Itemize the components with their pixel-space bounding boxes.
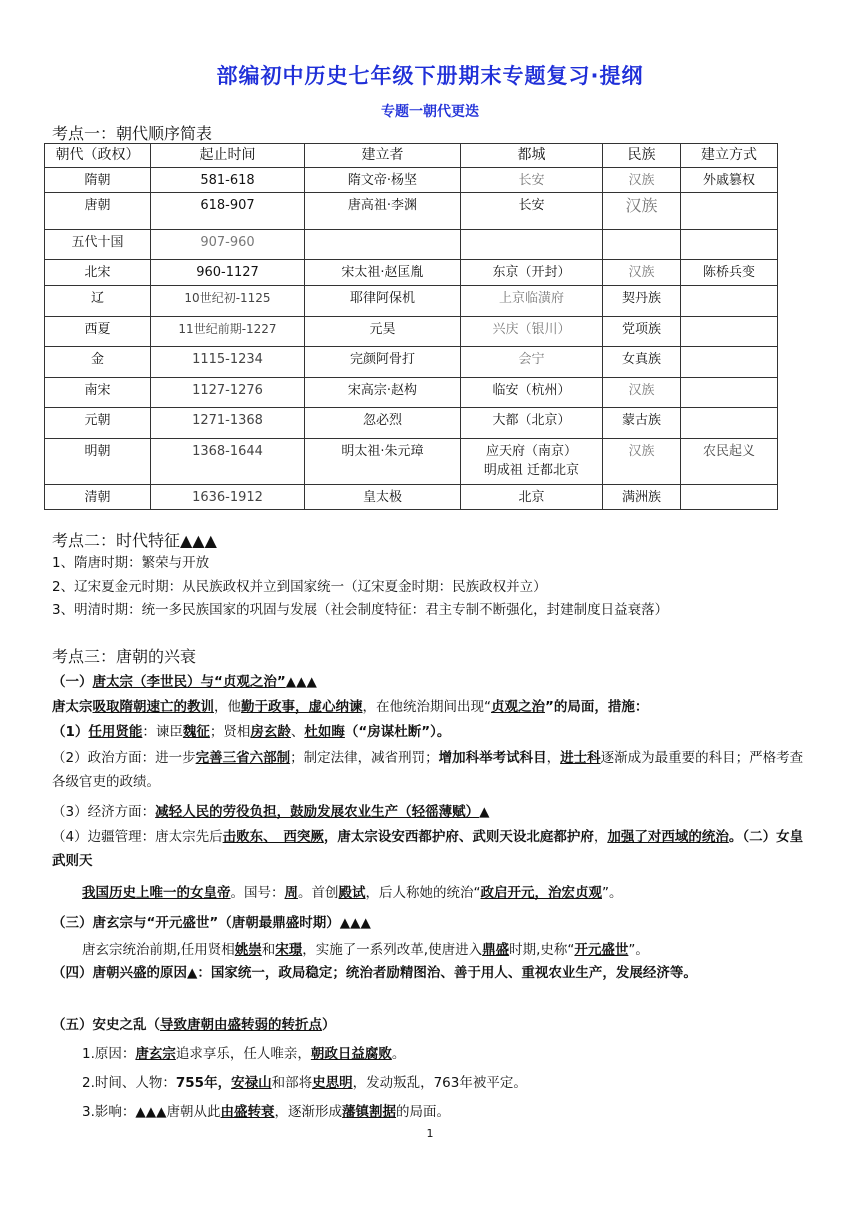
table-cell: 唐高祖·李渊: [305, 193, 461, 230]
table-header: 都城: [461, 144, 603, 168]
text: （2）政治方面：进一步: [52, 750, 196, 766]
table-cell: 1115-1234: [151, 347, 305, 378]
table-cell: 长安: [461, 168, 603, 193]
text: ；制定法律，减省刑罚；: [290, 750, 439, 766]
table-header: 起止时间: [151, 144, 305, 168]
text: 安禄山: [231, 1075, 272, 1091]
text: ”。: [602, 885, 623, 901]
text: 国家统一，政局稳定；统治者励精图治、善于用人、重视农业生产，发展经济等。: [210, 965, 697, 981]
table-row: [45, 408, 778, 439]
table-cell: 宋太祖·赵匡胤: [305, 260, 461, 286]
text: ，后人称她的统治“: [365, 885, 481, 901]
table-cell: 东京（开封）: [461, 260, 603, 286]
table-cell: 农民起义: [681, 439, 778, 485]
table-cell: [461, 439, 603, 485]
table-cell: 蒙古族: [603, 408, 681, 439]
table-cell: 忽必烈: [305, 408, 461, 439]
text: 朝政日益腐败: [310, 1046, 392, 1062]
text: 追求享乐，任人唯亲，: [175, 1046, 311, 1062]
text: 逐渐成为最重要的科目；严格考查各级官吏的政绩。: [52, 750, 804, 790]
table-row: [45, 485, 778, 510]
text: 周: [284, 885, 298, 901]
ming-capital-1: 应天府（南京）: [485, 444, 577, 459]
table-cell: 汉族: [603, 193, 681, 230]
table-row: [45, 317, 778, 347]
text: ，发动叛乱，763年被平定。: [352, 1075, 527, 1091]
paragraph-xuanzong: [82, 940, 649, 960]
measure-2: [52, 746, 810, 794]
section-heading-3: 考点三：唐朝的兴衰: [52, 647, 197, 666]
table-cell: 明太祖·朱元璋: [305, 439, 461, 485]
table-header: 建立者: [305, 144, 461, 168]
table-cell: 党项族: [603, 317, 681, 347]
table-cell: 隋文帝·杨坚: [305, 168, 461, 193]
table-cell: 辽: [45, 286, 151, 317]
table-cell: 金: [45, 347, 151, 378]
table-cell: 汉族: [603, 260, 681, 286]
text: 唐太宗: [52, 699, 93, 715]
table-cell: 11世纪前期-1227: [151, 317, 305, 347]
text: 宋璟: [275, 942, 303, 958]
table-row: [45, 260, 778, 286]
table-cell: 女真族: [603, 347, 681, 378]
table-cell: 汉族: [603, 439, 681, 485]
text: 吸取隋朝速亡的教训: [92, 699, 214, 715]
text: 任用贤能: [88, 724, 143, 740]
text: 藩镇割据: [342, 1104, 397, 1120]
page-title: 部编初中历史七年级下册期末专题复习·提纲: [216, 64, 644, 88]
list-item: 1、隋唐时期：繁荣与开放: [52, 555, 210, 571]
table-cell: [681, 347, 778, 378]
text: 的局面。: [396, 1104, 451, 1120]
table-cell: 陈桥兵变: [681, 260, 778, 286]
table-cell: 契丹族: [603, 286, 681, 317]
table-cell: 南宋: [45, 378, 151, 408]
list-item: 2、辽宋夏金元时期：从民族政权并立到国家统一（辽宋夏金时期：民族政权并立）: [52, 579, 547, 595]
text: 勤于政事，虚心纳谏: [241, 699, 363, 715]
table-cell: [603, 230, 681, 260]
text: 唐朝从此: [166, 1104, 221, 1120]
table-cell: 581-618: [151, 168, 305, 193]
table-cell: [305, 230, 461, 260]
measure-3: [52, 802, 489, 822]
table-row: [45, 193, 778, 230]
table-cell: [461, 230, 603, 260]
text: 增加科举考试科目: [438, 750, 547, 766]
text: 姚崇: [234, 942, 262, 958]
text: （五）安史之乱（: [52, 1017, 160, 1033]
table-row: [45, 168, 778, 193]
text: （“房谋杜断”）。: [344, 724, 451, 740]
text: 击败东、 西突厥: [222, 829, 324, 845]
table-row: [45, 230, 778, 260]
table-cell: 宋高宗·赵构: [305, 378, 461, 408]
text: 唐玄宗: [135, 1046, 176, 1062]
table-cell: [681, 378, 778, 408]
table-cell: 960-1127: [151, 260, 305, 286]
importance-mark: ▲: [479, 804, 490, 820]
text: ，在他统治期间出现“: [362, 699, 491, 715]
table-cell: 西夏: [45, 317, 151, 347]
impact-line: [82, 1102, 450, 1122]
text: （3）经济方面：: [52, 804, 156, 820]
text: 导致唐朝由盛转弱的转折点: [160, 1017, 322, 1033]
table-cell: 北京: [461, 485, 603, 510]
text: 。: [391, 1046, 406, 1062]
measure-1: [52, 722, 450, 742]
importance-mark: ▲▲▲: [285, 674, 317, 690]
table-cell: 明朝: [45, 439, 151, 485]
measure-4: [52, 825, 810, 873]
table-cell: 耶律阿保机: [305, 286, 461, 317]
subsection-1: [52, 672, 317, 692]
text: （四）唐朝兴盛的原因▲：: [52, 965, 211, 981]
importance-mark: ▲▲▲: [135, 1104, 167, 1120]
table-cell: 907-960: [151, 230, 305, 260]
text: ，唐太宗设安西都护府、武则天设北庭都护府: [323, 829, 594, 845]
table-header: 朝代（政权）: [45, 144, 151, 168]
text: ）: [322, 1017, 336, 1033]
table-cell: 皇太极: [305, 485, 461, 510]
text: 史思明: [312, 1075, 353, 1091]
table-cell: 汉族: [603, 378, 681, 408]
table-cell: 会宁: [461, 347, 603, 378]
text: 魏征: [182, 724, 210, 740]
text: ，逐渐形成: [274, 1104, 343, 1120]
text: 755年，: [175, 1075, 232, 1091]
table-cell: 长安: [461, 193, 603, 230]
text: ，: [593, 829, 608, 845]
table-cell: 隋朝: [45, 168, 151, 193]
table-header: 建立方式: [681, 144, 778, 168]
section-heading-1: 考点一：朝代顺序简表: [52, 124, 213, 143]
table-cell: 五代十国: [45, 230, 151, 260]
table-cell: [681, 286, 778, 317]
subsection-prefix: （一）: [52, 674, 93, 690]
text: 我国历史上唯一的女皇帝: [82, 885, 231, 901]
table-cell: 1271-1368: [151, 408, 305, 439]
subsection-4: [52, 961, 810, 985]
table-row: [45, 378, 778, 408]
table-cell: [681, 317, 778, 347]
text: （1）: [52, 724, 89, 740]
text: 和部将: [271, 1075, 313, 1091]
text: 政启开元，治宏贞观: [480, 885, 602, 901]
table-cell: 完颜阿骨打: [305, 347, 461, 378]
table-cell: [681, 230, 778, 260]
text: ”的局面，措施：: [545, 699, 649, 715]
text: 和: [261, 942, 276, 958]
ming-capital-2: 明成祖 迁都北京: [483, 463, 580, 478]
time-line: [82, 1073, 527, 1093]
text: 。国号：: [230, 885, 285, 901]
table-cell: 临安（杭州）: [461, 378, 603, 408]
table-cell: 1368-1644: [151, 439, 305, 485]
subsection-3: （三）唐玄宗与“开元盛世”（唐朝最鼎盛时期）▲▲▲: [52, 915, 371, 931]
table-cell: [681, 408, 778, 439]
table-cell: 北宋: [45, 260, 151, 286]
page-subtitle: 专题一朝代更迭: [381, 104, 479, 120]
paragraph-wuzetian: [82, 883, 623, 903]
text: 鼎盛: [482, 942, 510, 958]
text: 完善三省六部制: [195, 750, 291, 766]
table-cell: 上京临潢府: [461, 286, 603, 317]
table-row: [45, 439, 778, 485]
table-cell: 唐朝: [45, 193, 151, 230]
cause-line: [82, 1044, 405, 1064]
table-cell: 满洲族: [603, 485, 681, 510]
text: 3.影响：: [82, 1104, 136, 1120]
text: 。首创: [298, 885, 339, 901]
text: ：谏臣: [142, 724, 183, 740]
text: ”。: [628, 942, 649, 958]
table-row: [45, 286, 778, 317]
table-cell: 元昊: [305, 317, 461, 347]
page-number: 1: [426, 1127, 434, 1140]
table-cell: 618-907: [151, 193, 305, 230]
text: 由盛转衰: [220, 1104, 275, 1120]
section-heading-2: 考点二：时代特征▲▲▲: [52, 531, 217, 550]
text: 开元盛世: [574, 942, 629, 958]
text: 房玄龄: [250, 724, 291, 740]
table-cell: 兴庆（银川）: [461, 317, 603, 347]
list-item: 3、明清时期：统一多民族国家的巩固与发展（社会制度特征：君主专制不断强化，封建制度日益衰落）: [52, 602, 669, 618]
text: ，实施了一系列改革,使唐进入: [302, 942, 483, 958]
table-cell: 外戚篡权: [681, 168, 778, 193]
dynasty-table: [44, 143, 778, 510]
text: 2.时间、人物：: [82, 1075, 176, 1091]
table-header-row: [45, 144, 778, 168]
table-cell: 元朝: [45, 408, 151, 439]
paragraph-taizong: [52, 697, 648, 717]
table-cell: 大都（北京）: [461, 408, 603, 439]
text: 1.原因：: [82, 1046, 136, 1062]
table-cell: [681, 485, 778, 510]
text: 减轻人民的劳役负担，鼓励发展农业生产（轻徭薄赋）: [155, 804, 480, 820]
text: 加强了对西域的统治: [607, 829, 729, 845]
text: 进士科: [560, 750, 601, 766]
text: 贞观之治: [491, 699, 545, 715]
table-cell: 清朝: [45, 485, 151, 510]
text: ；贤相: [209, 724, 251, 740]
table-cell: 10世纪初-1125: [151, 286, 305, 317]
text: 唐玄宗统治前期,任用贤相: [82, 942, 235, 958]
subsection-title: 唐太宗（李世民）与“贞观之治”: [92, 674, 286, 690]
table-cell: 汉族: [603, 168, 681, 193]
text: 时期,史称“: [509, 942, 575, 958]
text: 。（二）女皇武则天: [52, 829, 804, 869]
table-cell: 1636-1912: [151, 485, 305, 510]
text: 杜如晦: [304, 724, 345, 740]
table-cell: [681, 193, 778, 230]
text: 殿试: [338, 885, 366, 901]
table-cell: 1127-1276: [151, 378, 305, 408]
text: ，他: [214, 699, 241, 715]
text: （4）边疆管理：唐太宗先后: [52, 829, 223, 845]
subsection-5: [52, 1015, 336, 1035]
text: 、: [290, 724, 305, 740]
table-header: 民族: [603, 144, 681, 168]
table-row: [45, 347, 778, 378]
text: ，: [546, 750, 561, 766]
